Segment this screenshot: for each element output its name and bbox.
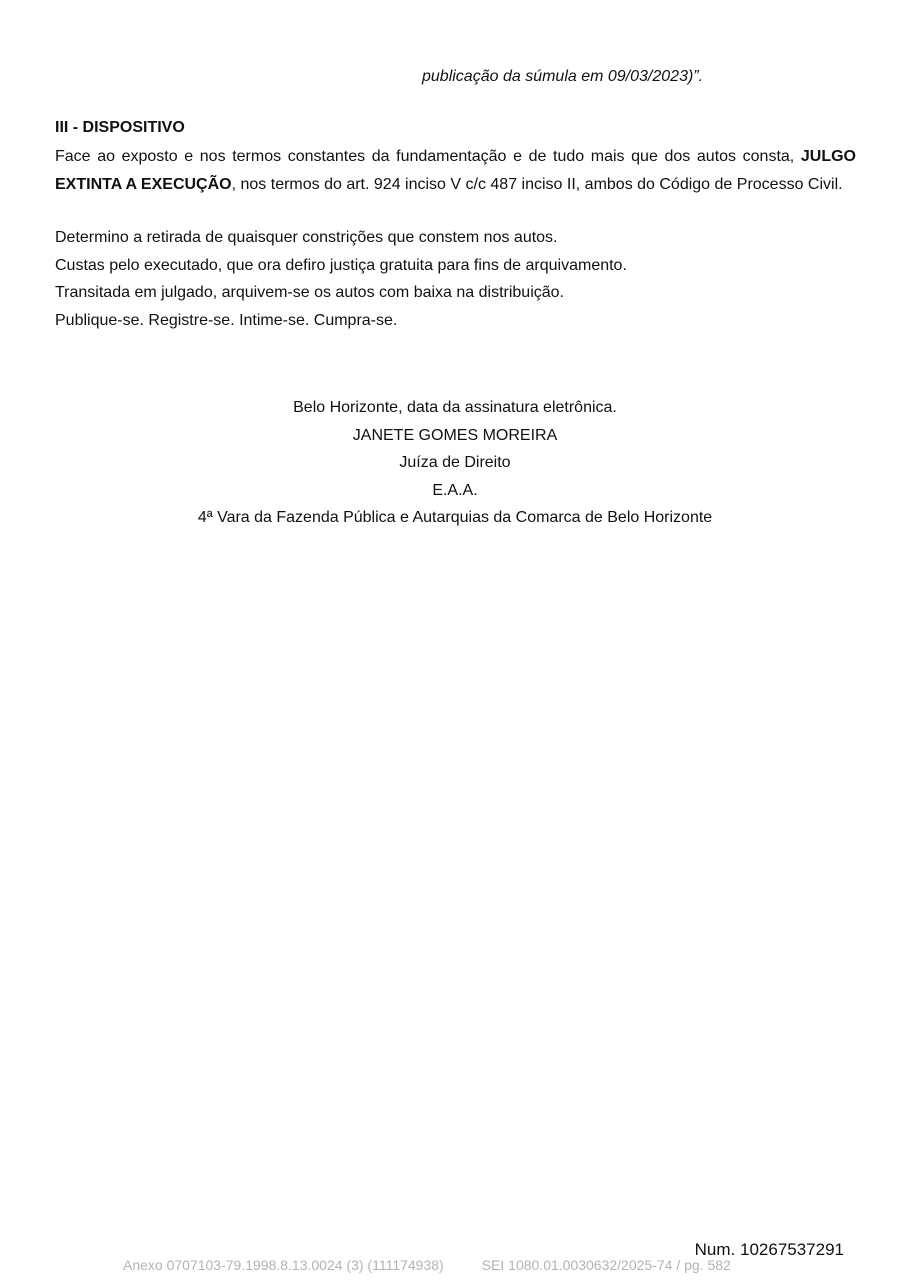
- ruling-emphasis: JULGO EXTINTA A EXECUÇÃO: [55, 148, 856, 193]
- dispositivo-paragraph: [55, 143, 856, 198]
- quote-continuation: publicação da súmula em 09/03/2023)”.: [422, 68, 704, 85]
- footer-sei: SEI 1080.01.0030632/2025-74 / pg. 582: [481, 1257, 731, 1273]
- document-number: Num. 10267537291: [694, 1240, 844, 1259]
- signature-block: [0, 394, 910, 532]
- paragraph-rest: , nos termos do art. 924 inciso V c/c 487 inciso II, ambos do Código de Processo Civil.: [231, 175, 843, 193]
- initials: E.A.A.: [432, 481, 478, 499]
- judge-role: Juíza de Direito: [399, 454, 511, 471]
- footer-annex: Anexo 0707103-79.1998.8.13.0024 (3) (111174938): [123, 1257, 444, 1273]
- page-footer: [123, 1257, 731, 1273]
- judge-name: JANETE GOMES MOREIRA: [352, 426, 558, 444]
- paragraph-intro: Face ao exposto e nos termos constantes da fundamentação e de tudo mais que dos autos consta,: [55, 148, 795, 165]
- place-date: Belo Horizonte, data da assinatura eletrônica.: [293, 399, 617, 416]
- order-line-constraints: Determino a retirada de quaisquer constrições que constem nos autos.: [55, 229, 558, 246]
- order-line-archive: Transitada em julgado, arquivem-se os autos com baixa na distribuição.: [55, 284, 564, 301]
- court-name: 4ª Vara da Fazenda Pública e Autarquias da Comarca de Belo Horizonte: [197, 509, 713, 526]
- section-heading: III - DISPOSITIVO: [55, 119, 185, 136]
- order-line-costs: Custas pelo executado, que ora defiro justiça gratuita para fins de arquivamento.: [55, 257, 627, 274]
- order-line-publish: Publique-se. Registre-se. Intime-se. Cumpra-se.: [55, 312, 398, 329]
